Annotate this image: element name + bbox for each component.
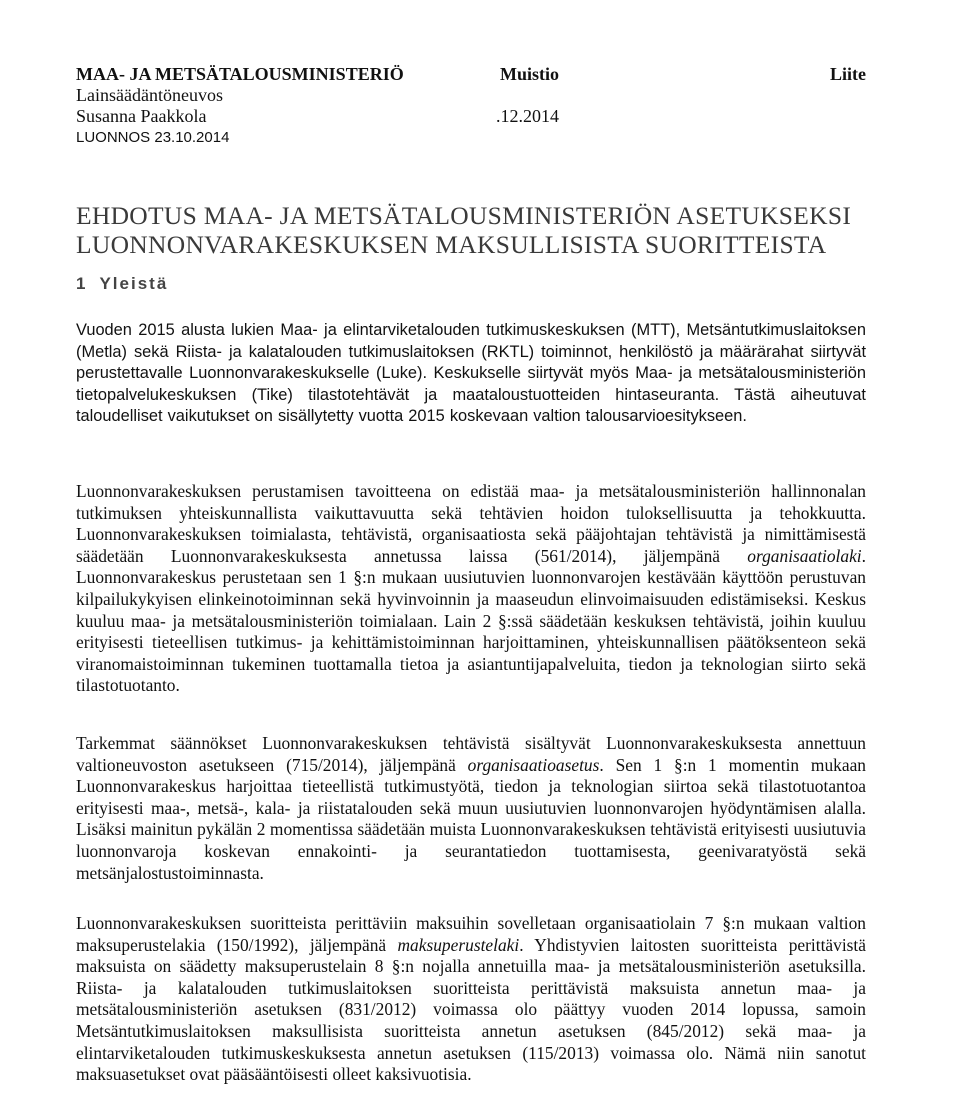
document-type: Muistio [500, 64, 560, 84]
draft-label: LUONNOS 23.10.2014 [76, 129, 230, 146]
author-name: Susanna Paakkola [76, 106, 207, 126]
paragraph-3-term: organisaatioasetus [467, 754, 600, 775]
paragraph-2-text-a: Luonnonvarakeskuksen perustamisen tavoitteena on edistää maa- ja metsätalousministeriön hallinnonalan tutkimuksen yhteiskunnallista vaikuttavuutta sekä tehtävien hoidon tuloksellisuutta ja tehokkuutta. Luonnonvarakeskuksen toimialasta, tehtävistä, organisaatiosta sekä pääjohtajan tehtävistä ja nimittämisestä säädetään Luonnonvarakeskuksesta annetussa laissa (561/2014), jäljempänä [76, 481, 866, 566]
section-heading [76, 274, 168, 294]
paragraph-2-text-b: . Luonnonvarakeskus perustetaan sen 1 §:n mukaan uusiutuvien luonnonvarojen kestävään käyttöön perustuvan kilpailukykyisen elinkeinotoiminnan sekä hyvinvoinnin ja maaseudun elinvoimaisuuden edistämiseksi. Keskus kuuluu maa- ja metsätalousministeriön toimialaan. Lain 2 §:ssä säädetään keskuksen tehtävistä, joihin kuuluu erityisesti tieteellisen tutkimus- ja kehittämistoiminnan harjoittaminen, yhteiskunnallisen päätöksenteon sekä viranomaistoiminnan tukeminen tuottamalla tietoa ja asiantuntijapalveluita, tiedon ja teknologian siirto sekä tilastotuotanto. [76, 545, 866, 696]
ministry-name: MAA- JA METSÄTALOUSMINISTERIÖ [76, 64, 404, 84]
section-title: Yleistä [99, 274, 169, 293]
paragraph-2-term: organisaatiolaki [747, 545, 862, 566]
unit-name: Lainsäädäntöneuvos [76, 85, 223, 105]
header-row-3 [76, 106, 876, 127]
document-title [76, 201, 886, 259]
header-row-2 [76, 85, 876, 106]
title-line-1: EHDOTUS MAA- JA METSÄTALOUSMINISTERIÖN ASETUKSEKSI [76, 201, 852, 230]
paragraph-4-text-b: . Yhdistyvien laitosten suoritteista perittävistä maksuista on säädetty maksuperustelain 8 §:n nojalla annetuilla maa- ja metsätalousministeriön asetuksilla. Riista- ja kalatalouden tutkimuslaitoksen suoritteista perittävistä maksuista annetun maa- ja metsätalousministeriön asetuksen (831/2012) voimassa olo päättyy vuoden 2014 lopussa, samoin Metsäntutkimuslaitoksen maksullisista suoritteista annetun asetuksen (845/2012) sekä maa- ja elintarviketalouden tutkimuskeskuksesta annetun asetuksen (115/2013) voimassa olo. Nämä niin sanotut maksuasetukset ovat pääsääntöisesti olleet kaksivuotisia. [76, 934, 866, 1085]
paragraph-4-text-a: Luonnonvarakeskuksen suoritteista perittäviin maksuihin sovelletaan organisaatiolain 7 §:n mukaan valtion maksuperustelakia (150/1992), jäljempänä [76, 913, 866, 955]
title-line-2: LUONNONVARAKESKUKSEN MAKSULLISISTA SUORITTEISTA [76, 230, 827, 259]
document-date: .12.2014 [496, 106, 559, 126]
paragraph-2 [76, 481, 866, 697]
section-number: 1 [76, 274, 86, 293]
header-row-4 [76, 127, 876, 148]
paragraph-3-text-a: Tarkemmat säännökset Luonnonvarakeskuksen tehtävistä sisältyvät Luonnonvarakeskuksesta annettuun valtioneuvoston asetukseen (715/2014), jäljempänä [76, 733, 866, 775]
paragraph-3 [76, 733, 866, 884]
paragraph-4 [76, 913, 866, 1086]
header-row-1 [76, 64, 876, 85]
document-header [76, 64, 876, 148]
paragraph-4-term: maksuperustelaki [397, 934, 520, 955]
attachment-label: Liite [830, 64, 866, 84]
paragraph-3-text-b: . Sen 1 §:n 1 momentin mukaan Luonnonvarakeskus harjoittaa tieteellistä tutkimustyötä, tiedon ja teknologian siirtoa sekä tilastotuotantoa erityisesti maa-, metsä-, kala- ja riistatalouden sekä muun uusiutuvien luonnonvarojen hyödyntämisen alalla. Lisäksi mainitun pykälän 2 momentissa säädetään muista Luonnonvarakeskuksen tehtävistä erityisesti uusiutuvia luonnonvaroja koskevan ennakointi- ja seurantatiedon tuottamisesta, geenivaratyöstä sekä metsänjalostustoiminnasta. [76, 754, 866, 883]
paragraph-1: Vuoden 2015 alusta lukien Maa- ja elintarviketalouden tutkimuskeskuksen (MTT), Metsäntutkimuslaitoksen (Metla) sekä Riista- ja kalatalouden tutkimuslaitoksen (RKTL) toiminnot, henkilöstö ja määrärahat siirtyvät perustettavalle Luonnonvarakeskukselle (Luke). Keskukselle siirtyvät myös Maa- ja metsätalousministeriön tietopalvelukeskuksen (Tike) tilastotehtävät ja maataloustuotteiden hintaseuranta. Tästä aiheutuvat taloudelliset vaikutukset on sisällytetty vuotta 2015 koskevaan valtion talousarvioesitykseen. [76, 321, 866, 426]
